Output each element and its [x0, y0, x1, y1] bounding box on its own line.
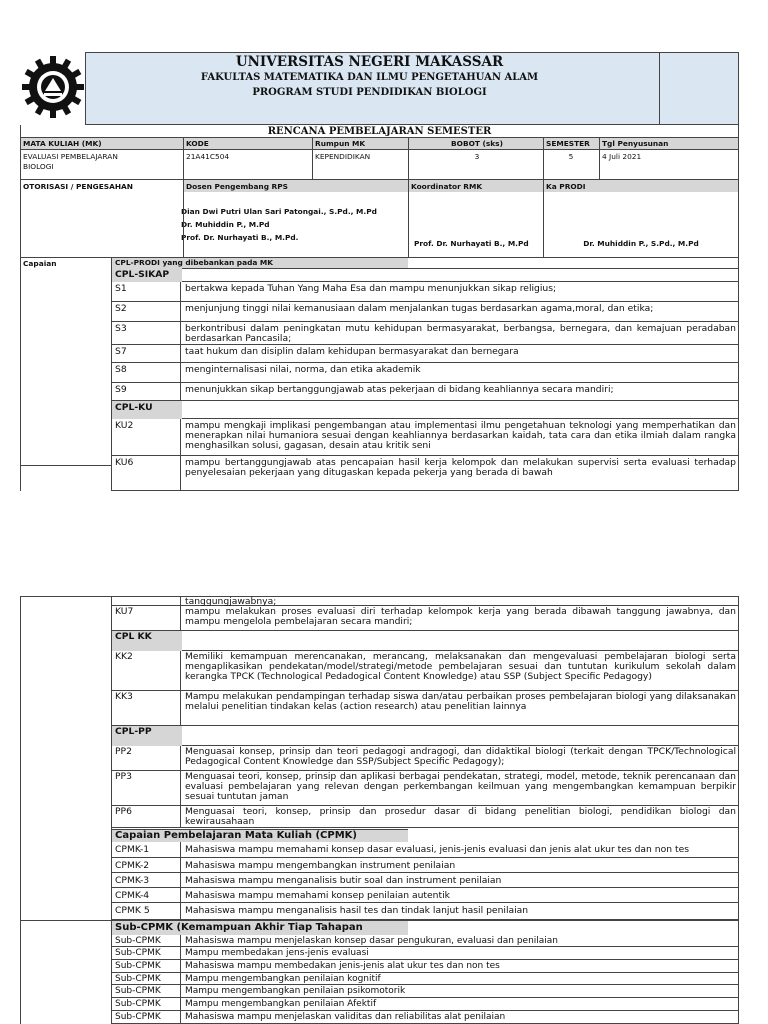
- cpl-code: CPL-SIKAP: [112, 268, 182, 282]
- subcpmk-table: [112, 935, 739, 1024]
- cpmk-description: Mahasiswa mampu menganalisis butir soal dan instrument penilaian: [185, 875, 502, 886]
- logo-cell: [20, 52, 86, 125]
- cpl-code: S1: [112, 282, 181, 302]
- cpmk-description: Mahasiswa mampu memahami konsep penilaian autentik: [185, 890, 450, 901]
- subcpmk-description: Mampu mengembangkan penilaian Afektif: [185, 999, 377, 1009]
- cpmk-description: Mahasiswa mampu memahami konsep dasar evaluasi, jenis-jenis evaluasi dan jenis alat ukur tes dan non tes: [185, 844, 690, 855]
- capaian-label: Capaian: [23, 259, 57, 268]
- h-mata-kuliah: MATA KULIAH (MK): [23, 139, 102, 148]
- cpl-row: [112, 606, 739, 631]
- cpl-row: [112, 268, 739, 282]
- cpl-row: [112, 806, 739, 828]
- cpl-row: [112, 383, 739, 401]
- cpl-row: [112, 363, 739, 383]
- h-kaprodi: Ka PRODI: [546, 182, 586, 191]
- cpmk-code: CPMK-1: [112, 842, 181, 858]
- subcpmk-code: Sub-CPMK: [112, 935, 181, 947]
- cpl-description: Menguasai teori, konsep, prinsip dan prosedur dasar di bidang penelitian biologi, pendidikan biologi dan kewirausahaan: [185, 806, 736, 827]
- subcpmk-row: [112, 998, 739, 1011]
- cpl-row: [112, 726, 739, 746]
- subcpmk-code: Sub-CPMK: [112, 973, 181, 985]
- faculty-name: FAKULTAS MATEMATIKA DAN ILMU PENGETAHUAN ALAM: [200, 72, 539, 83]
- course-bobot: 3: [474, 152, 480, 161]
- cpl-prodi-heading: CPL-PRODI yang dibebankan pada MK: [112, 258, 408, 268]
- cpmk-row: [112, 888, 739, 903]
- cpmk-code: CPMK-3: [112, 873, 181, 888]
- subcpmk-code: Sub-CPMK: [112, 985, 181, 998]
- subcpmk-row: [112, 1011, 739, 1024]
- dosen-1: Dian Dwi Putri Ulan Sari Patongai., S.Pd., M.Pd: [181, 207, 377, 216]
- h-koordinator: Koordinator RMK: [411, 182, 483, 191]
- cpmk-description: Mahasiswa mampu menganalisis hasil tes dan tindak lanjut hasil penilaian: [185, 905, 529, 916]
- subcpmk-row: [112, 985, 739, 998]
- kaprodi-name: Dr. Muhiddin P., S.Pd., M.Pd: [583, 239, 699, 248]
- cpl-code: KK3: [112, 691, 181, 726]
- cpl-code: CPL-KU: [112, 401, 182, 419]
- h-rumpun: Rumpun MK: [315, 139, 366, 148]
- cpl-description: Menguasai teori, konsep, prinsip dan aplikasi berbagai pendekatan, strategi, model, metode, teknik perencanaan dan evaluasi pembelajaran yang relevan dengan perkembangan keilmuan yang mengembangkan kemampuan berpikir sesuai tuntutan jaman: [185, 771, 736, 802]
- subcpmk-heading: Sub-CPMK (Kemampuan Akhir Tiap Tahapan: [112, 921, 408, 935]
- cpl-description: menunjukkan sikap bertanggungjawab atas pekerjaan di bidang keahliannya secara mandiri;: [185, 384, 614, 395]
- cpl-description: berkontribusi dalam peningkatan mutu kehidupan bermasyarakat, berbangsa, bernegara, dan kemajuan peradaban berdasarkan Pancasila;: [185, 323, 736, 344]
- cpl-row: [112, 691, 739, 726]
- cpl-row: [112, 596, 739, 606]
- cpl-row: [112, 401, 739, 419]
- subcpmk-description: Mahasiswa mampu menjelaskan validitas dan reliabilitas alat penilaian: [185, 1012, 506, 1022]
- cpl-description: menjunjung tinggi nilai kemanusiaan dalam menjalankan tugas berdasarkan agama,moral, dan etika;: [185, 303, 654, 314]
- cpl-code: KK2: [112, 651, 181, 691]
- cpmk-code: CPMK-2: [112, 858, 181, 873]
- subcpmk-description: Mampu membedakan jens-jenis evaluasi: [185, 948, 369, 958]
- subcpmk-description: Mahasiswa mampu membedakan jenis-jenis alat ukur tes dan non tes: [185, 961, 500, 971]
- cpl-row: [112, 322, 739, 345]
- program-name: PROGRAM STUDI PENDIDIKAN BIOLOGI: [252, 87, 487, 98]
- header-right-cell: [659, 52, 739, 125]
- subcpmk-description: Mampu mengembangkan penilaian psikomotorik: [185, 986, 406, 996]
- cpl-description: mampu bertanggungjawab atas pencapaian hasil kerja kelompok dan melakukan supervisi serta evaluasi terhadap penyelesaian pekerjaan yang ditugaskan kepada pekerja yang berada di bawah: [185, 457, 736, 478]
- course-code: 21A41C504: [186, 152, 230, 161]
- cpl-description: mampu melakukan proses evaluasi diri terhadap kelompok kerja yang berada dibawah tanggung jawabnya, dan mampu mengelola pembelajaran secara mandiri;: [185, 606, 736, 627]
- cpl-row: [112, 345, 739, 363]
- cpl-table-page2: [112, 596, 739, 828]
- cpl-row: [112, 282, 739, 302]
- h-semester: SEMESTER: [546, 139, 590, 148]
- subcpmk-row: [112, 947, 739, 960]
- cpl-description: Memiliki kemampuan merencanakan, merancang, melaksanakan dan mengevaluasi pembelajaran biologi serta mengaplikasikan pendekatan/model/strategi/metode pembelajaran sesuai dan tuntutan kurikulum sekolah dalam kerangka TPCK (Technological Pedadogical Content Knowledge) atau SSP (Subject Specific Pedagogy): [185, 651, 736, 682]
- cpl-code: S8: [112, 363, 181, 383]
- course-name-2: BIOLOGI: [23, 162, 54, 171]
- course-name-1: EVALUASI PEMBELAJARAN: [23, 152, 118, 161]
- cpmk-description: Mahasiswa mampu mengembangkan instrument penilaian: [185, 860, 456, 871]
- cpl-code: S9: [112, 383, 181, 401]
- cpmk-row: [112, 873, 739, 888]
- cpl-code: [112, 596, 181, 606]
- cpl-description: taat hukum dan disiplin dalam kehidupan bermasyarakat dan bernegara: [185, 346, 519, 357]
- cpl-description: tanggungjawabnya;: [185, 596, 277, 606]
- document-title: RENCANA PEMBELAJARAN SEMESTER: [20, 125, 739, 138]
- course-rumpun: KEPENDIDIKAN: [315, 152, 371, 161]
- otorisasi-label: OTORISASI / PENGESAHAN: [23, 182, 133, 191]
- subcpmk-code: Sub-CPMK: [112, 947, 181, 960]
- cpmk-row: [112, 903, 739, 920]
- cpl-description: Mampu melakukan pendampingan terhadap siswa dan/atau perbaikan proses pembelajaran biologi yang dilaksanakan melalui penelitian tindakan kelas (action research) atau penelitian lainnya: [185, 691, 736, 712]
- cpmk-row: [112, 842, 739, 858]
- cpl-code: KU2: [112, 419, 181, 456]
- cpl-code: PP6: [112, 806, 181, 828]
- cpl-description: menginternalisasi nilai, norma, dan etika akademik: [185, 364, 421, 375]
- cpl-code: S7: [112, 345, 181, 363]
- cpl-code: CPL KK: [112, 631, 182, 651]
- dosen-3: Prof. Dr. Nurhayati B., M.Pd.: [181, 233, 299, 242]
- cpl-row: [112, 631, 739, 651]
- cpmk-code: CPMK-4: [112, 888, 181, 903]
- cpl-code: S3: [112, 322, 181, 345]
- cpl-table-page1: [112, 268, 739, 491]
- course-tgl: 4 Juli 2021: [602, 152, 642, 161]
- cpl-row: [112, 771, 739, 806]
- cpl-row: [112, 302, 739, 322]
- subcpmk-code: Sub-CPMK: [112, 960, 181, 973]
- cpl-description: mampu mengkaji implikasi pengembangan atau implementasi ilmu pengetahuan teknologi yang memperhatikan dan menerapkan nilai humaniora sesuai dengan keahliannya berdasarkan kaidah, tata cara dan etika ilmiah dalam rangka menghasilkan solusi, gagasan, desain atau kritik seni: [185, 420, 736, 451]
- cpl-row: [112, 456, 739, 491]
- cpl-code: PP3: [112, 771, 181, 806]
- subcpmk-code: Sub-CPMK: [112, 1011, 181, 1024]
- cpl-description: bertakwa kepada Tuhan Yang Maha Esa dan mampu menunjukkan sikap religius;: [185, 283, 557, 294]
- cpmk-table: [112, 842, 739, 920]
- cpl-code: CPL-PP: [112, 726, 182, 746]
- cpl-row: [112, 419, 739, 456]
- koordinator-name: Prof. Dr. Nurhayati B., M.Pd: [414, 239, 529, 248]
- subcpmk-code: Sub-CPMK: [112, 998, 181, 1011]
- cpl-code: S2: [112, 302, 181, 322]
- subcpmk-row: [112, 973, 739, 985]
- dosen-2: Dr. Muhiddin P., M.Pd: [181, 220, 270, 229]
- cpl-row: [112, 651, 739, 691]
- cpl-code: KU7: [112, 606, 181, 631]
- subcpmk-description: Mampu mengembangkan penilaian kognitif: [185, 974, 381, 984]
- cpl-row: [112, 746, 739, 771]
- course-semester: 5: [568, 152, 574, 161]
- h-bobot: BOBOT (sks): [451, 139, 503, 148]
- cpl-code: KU6: [112, 456, 181, 491]
- subcpmk-row: [112, 960, 739, 973]
- cpmk-code: CPMK 5: [112, 903, 181, 920]
- h-dosen-pengembang: Dosen Pengembang RPS: [186, 182, 288, 191]
- cpmk-row: [112, 858, 739, 873]
- subcpmk-row: [112, 935, 739, 947]
- h-kode: KODE: [186, 139, 209, 148]
- cpl-code: PP2: [112, 746, 181, 771]
- h-tgl-penyusunan: Tgl Penyusunan: [602, 139, 669, 148]
- cpl-description: Menguasai konsep, prinsip dan teori pedagogi andragogi, dan didaktikal biologi (terkait dengan TPCK/Technological Pedagogical Content Knowledge dan SSP/Subject Specific Pedagogy);: [185, 746, 736, 767]
- university-name: UNIVERSITAS NEGERI MAKASSAR: [235, 54, 504, 70]
- subcpmk-description: Mahasiswa mampu menjelaskan konsep dasar pengukuran, evaluasi dan penilaian: [185, 936, 559, 946]
- unm-logo-icon: [20, 52, 86, 125]
- cpmk-heading: Capaian Pembelajaran Mata Kuliah (CPMK): [112, 829, 408, 842]
